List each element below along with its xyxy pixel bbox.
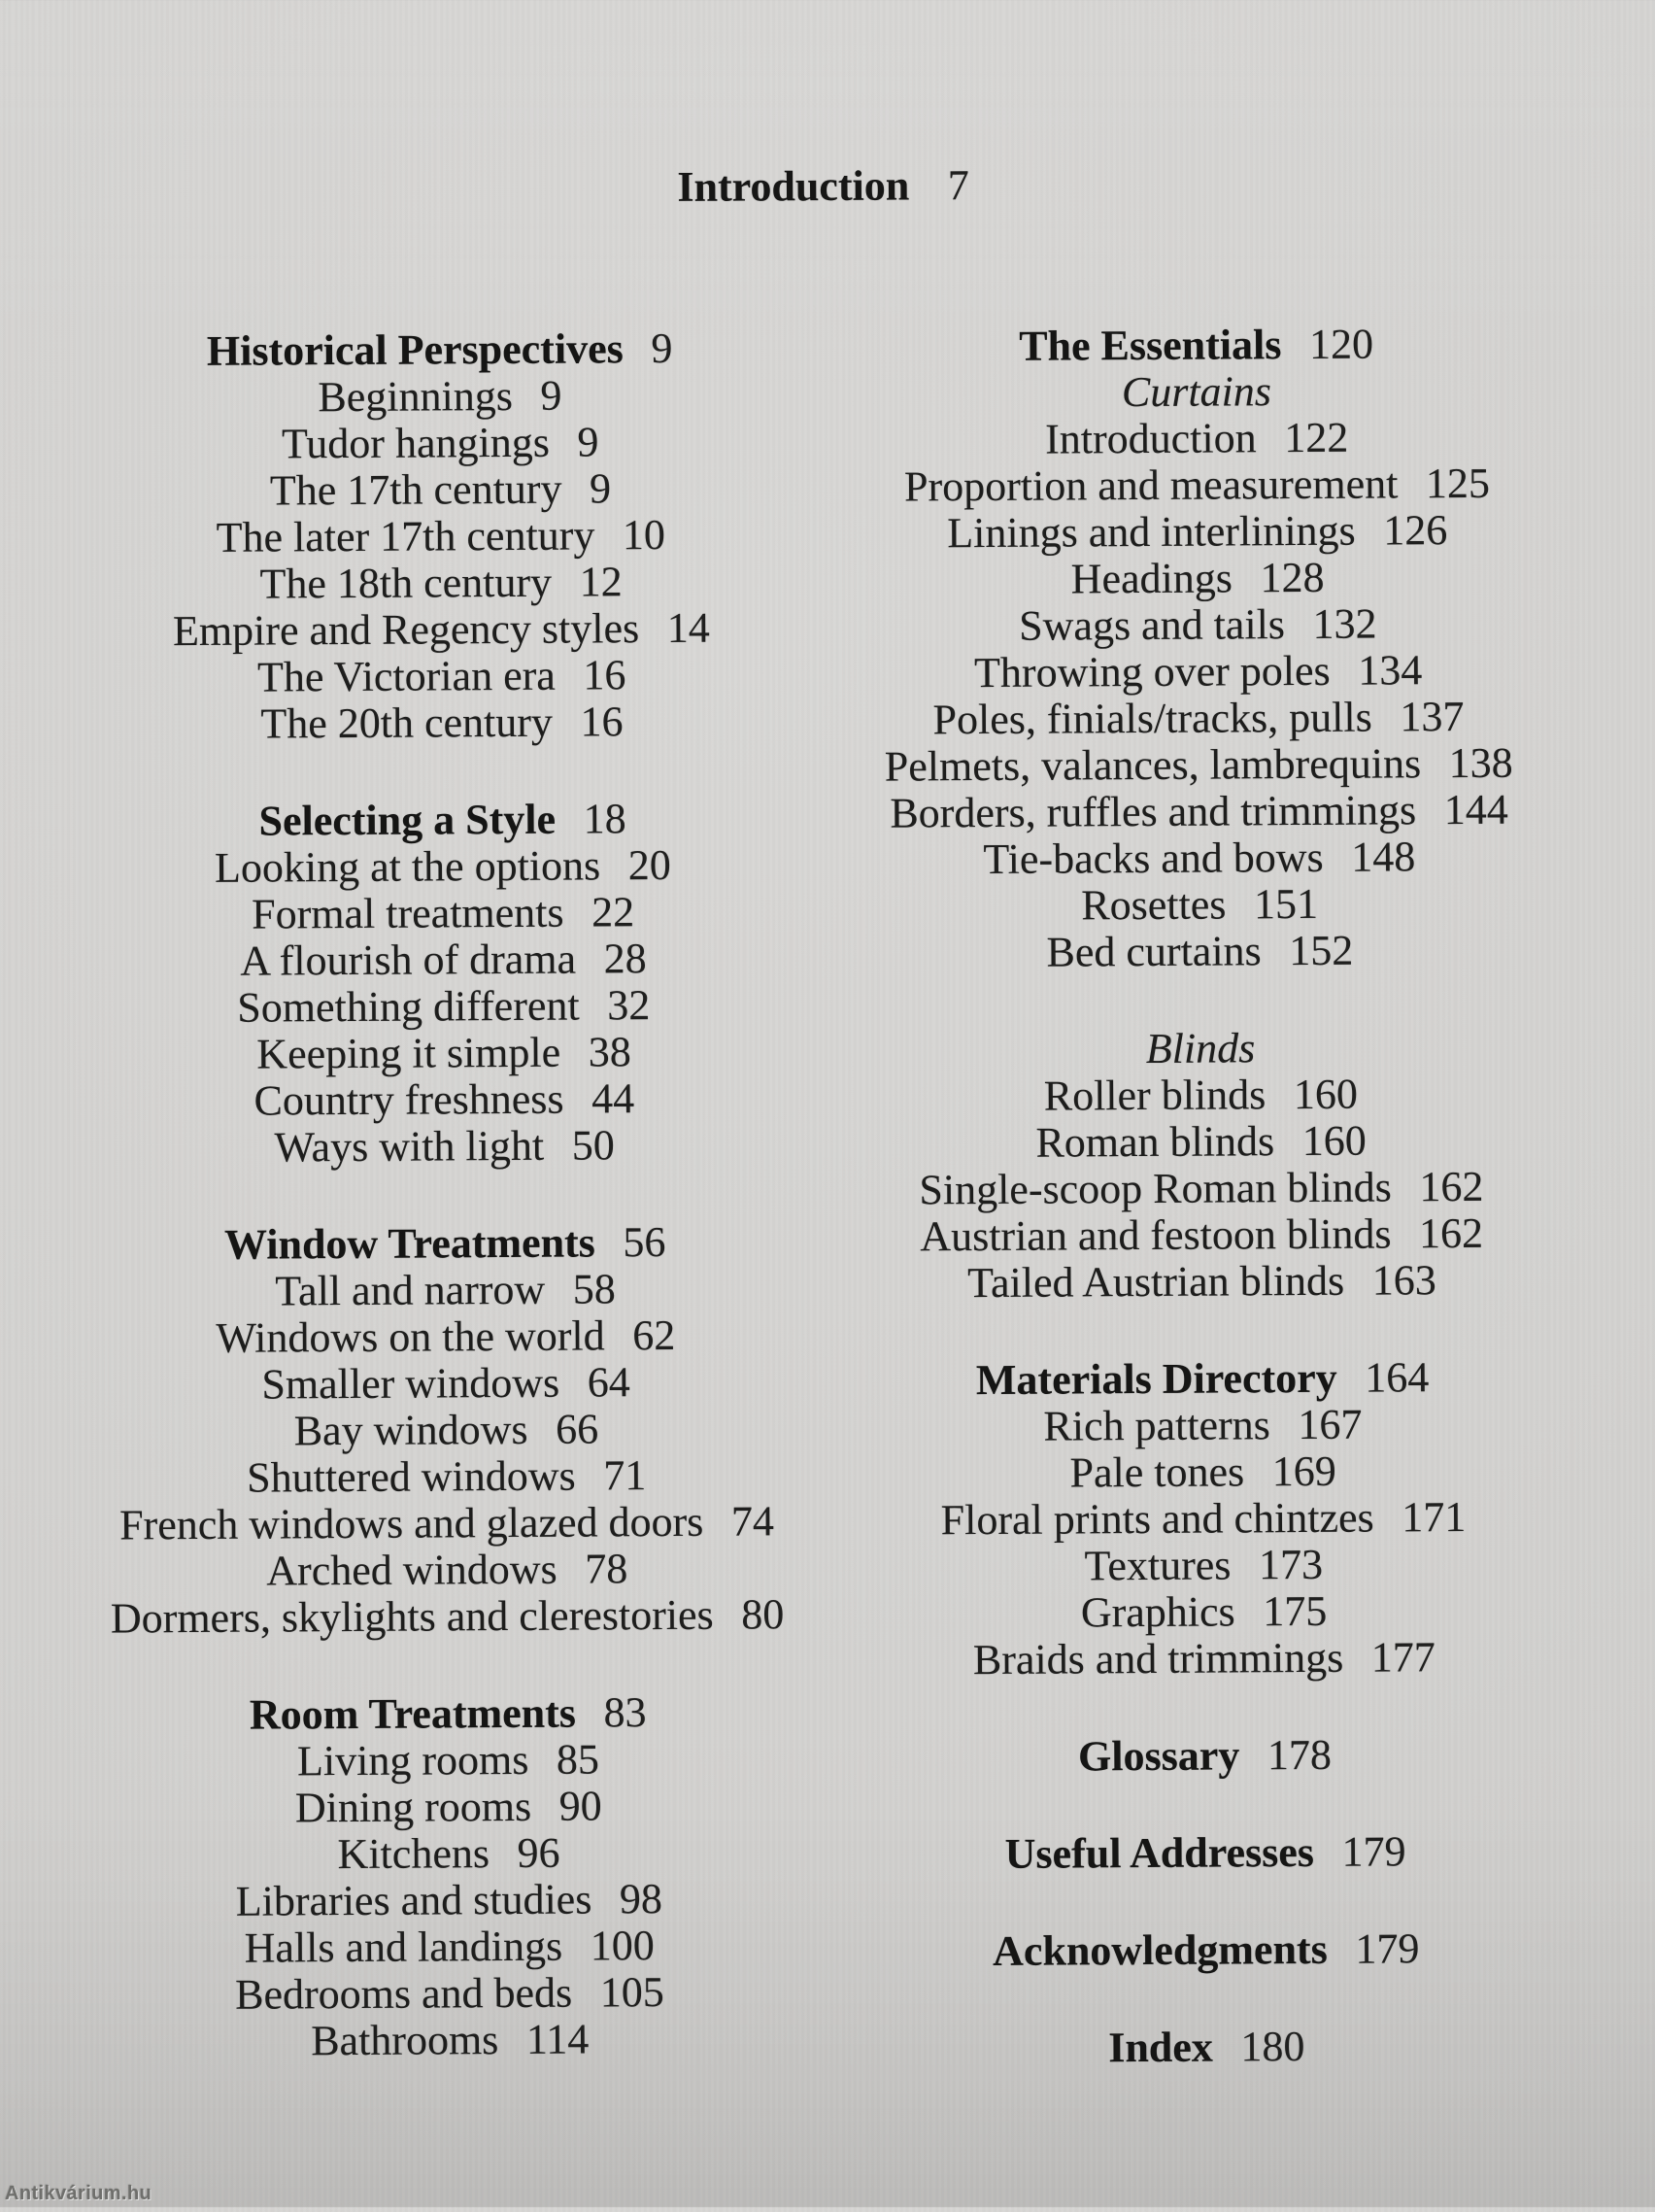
toc-entry (31, 1782, 866, 1833)
toc-entry (828, 413, 1566, 464)
toc-section-heading (30, 1688, 865, 1740)
toc-entry-label: Bed curtains (1046, 927, 1262, 976)
toc-entry-label: Arched windows (266, 1545, 557, 1595)
toc-entry-page-number: 38 (588, 1028, 631, 1076)
toc-entry-page-number: 9 (577, 418, 599, 466)
toc-entry-page-number: 162 (1419, 1162, 1484, 1211)
toc-entry-label: Selecting a Style (258, 795, 557, 845)
toc-entry (25, 841, 861, 893)
toc-section-heading (22, 324, 858, 376)
toc-entry-label: The 20th century (260, 698, 554, 748)
page-title-label: Introduction (677, 161, 910, 211)
toc-entry (22, 418, 858, 469)
toc-entry (835, 1633, 1573, 1685)
toc-entry-label: Windows on the world (216, 1311, 605, 1362)
toc-entry-page-number: 179 (1355, 1924, 1420, 1973)
toc-entry-page-number: 98 (619, 1875, 663, 1923)
toc-entry-page-number: 10 (622, 511, 666, 560)
toc-entry (829, 739, 1568, 791)
toc-entry-page-number: 173 (1258, 1540, 1324, 1589)
toc-section (22, 324, 861, 749)
toc-section (837, 1924, 1575, 1976)
toc-entry-page-number: 85 (556, 1735, 600, 1784)
toc-entry (24, 651, 860, 702)
toc-section-heading (833, 1353, 1571, 1405)
toc-entry-label: Glossary (1077, 1731, 1240, 1781)
toc-entry-label: French windows and glazed doors (118, 1497, 704, 1549)
toc-entry-page-number: 180 (1240, 2023, 1305, 2071)
toc-section (837, 2022, 1575, 2073)
toc-entry (25, 935, 861, 986)
toc-entry-label: Textures (1084, 1541, 1232, 1590)
page-title (0, 154, 1651, 219)
toc-entry-label: Kitchens (337, 1829, 490, 1879)
toc-entry (834, 1493, 1572, 1545)
toc-entry-label: The 18th century (259, 558, 553, 608)
toc-entry-page-number: 114 (525, 2015, 590, 2063)
toc-entry-page-number: 20 (627, 840, 671, 890)
toc-entry-page-number: 66 (555, 1405, 599, 1453)
toc-entry-label: Roller blinds (1043, 1071, 1267, 1120)
toc-entry (830, 926, 1569, 977)
toc-entry-page-number: 32 (607, 981, 651, 1030)
toc-entry (30, 1735, 865, 1787)
toc-entry-label: Single-scoop Roman blinds (919, 1163, 1392, 1214)
toc-entry (26, 981, 861, 1033)
toc-entry (834, 1446, 1572, 1498)
toc-entry-label: Historical Perspectives (206, 324, 624, 375)
toc-entry-label: Bay windows (293, 1405, 528, 1455)
toc-entry-label: Austrian and festoon blinds (920, 1209, 1392, 1261)
toc-entry-label: Useful Addresses (1004, 1827, 1315, 1878)
toc-entry-page-number: 163 (1371, 1256, 1436, 1305)
toc-section-heading (827, 320, 1565, 371)
toc-entry-label: Blinds (1145, 1024, 1256, 1073)
toc-entry-label: Curtains (1121, 367, 1272, 417)
toc-entry-page-number: 44 (591, 1074, 635, 1123)
toc-entry-label: Halls and landings (244, 1922, 563, 1972)
toc-entry-label: Introduction (1045, 414, 1257, 463)
toc-entry-label: Proportion and measurement (903, 459, 1399, 511)
toc-entry-page-number: 138 (1448, 738, 1513, 788)
toc-entry (32, 1968, 867, 2020)
toc-entry-page-number: 125 (1425, 459, 1491, 508)
toc-entry (829, 693, 1568, 744)
toc-entry (831, 1070, 1570, 1121)
toc-entry-page-number: 134 (1358, 646, 1423, 695)
toc-entry-page-number: 178 (1267, 1730, 1333, 1780)
toc-entry-label: Libraries and studies (235, 1875, 592, 1925)
toc-entry-page-number: 71 (603, 1451, 647, 1500)
toc-entry-page-number: 78 (585, 1545, 628, 1593)
toc-entry-page-number: 177 (1370, 1633, 1435, 1682)
toc-entry-label: Floral prints and chintzes (940, 1493, 1374, 1545)
toc-entry-page-number: 83 (603, 1688, 647, 1737)
toc-entry-label: Dining rooms (294, 1782, 532, 1832)
toc-entry-page-number: 16 (583, 651, 626, 699)
toc-entry-page-number: 9 (651, 323, 673, 373)
toc-entry-page-number: 96 (517, 1828, 560, 1877)
toc-entry-label: Braids and trimmings (972, 1633, 1344, 1685)
toc-entry-page-number: 162 (1418, 1208, 1484, 1258)
toc-entry-label: Something different (237, 981, 580, 1032)
toc-entry-page-number: 151 (1253, 879, 1319, 929)
page-title-page-number: 7 (947, 161, 969, 210)
toc-entry-label: A flourish of drama (240, 935, 577, 985)
toc-entry-label: Graphics (1080, 1587, 1235, 1637)
toc-entry-label: Keeping it simple (256, 1028, 561, 1078)
toc-entry-label: Shuttered windows (247, 1451, 576, 1502)
toc-entry-label: Room Treatments (249, 1688, 577, 1739)
toc-entry-label: The 17th century (269, 464, 562, 515)
toc-entry-page-number: 28 (603, 935, 647, 983)
toc-section-heading (835, 1730, 1573, 1782)
toc-entry-page-number: 74 (730, 1497, 775, 1546)
toc-entry (28, 1358, 863, 1410)
toc-entry-page-number: 50 (571, 1121, 615, 1170)
toc-entry-page-number: 152 (1289, 926, 1354, 975)
toc-entry-page-number: 56 (623, 1218, 666, 1267)
toc-entry (828, 506, 1567, 558)
watermark: Antikvárium.hu (5, 2183, 152, 2204)
toc-entry-page-number: 120 (1308, 320, 1374, 368)
toc-entry (27, 1121, 862, 1173)
toc-entry (24, 698, 860, 749)
toc-entry-page-number: 18 (583, 795, 626, 843)
toc-entry-label: Roman blinds (1035, 1117, 1275, 1167)
toc-entry-page-number: 164 (1365, 1353, 1430, 1402)
toc-entry-label: Ways with light (274, 1121, 545, 1172)
toc-entry (22, 464, 858, 516)
toc-entry-label: Window Treatments (223, 1218, 596, 1269)
toc-section-heading (837, 1924, 1575, 1976)
toc-entry (29, 1545, 864, 1596)
toc-section (831, 1023, 1571, 1308)
toc-entry-page-number: 80 (741, 1590, 785, 1639)
toc-entry-label: Tall and narrow (275, 1265, 546, 1315)
toc-entry-page-number: 169 (1271, 1446, 1336, 1496)
toc-entry (832, 1163, 1571, 1214)
toc-entry-label: Empire and Regency styles (172, 604, 640, 656)
toc-entry-label: Tudor hangings (281, 418, 550, 468)
toc-entry (830, 879, 1569, 931)
toc-entry-label: The Victorian era (256, 651, 556, 701)
toc-entry-label: Rosettes (1081, 880, 1227, 930)
toc-entry-page-number: 175 (1263, 1586, 1328, 1636)
toc-entry-label: Beginnings (318, 371, 514, 422)
toc-entry-label: Acknowledgments (992, 1924, 1328, 1975)
toc-section-heading (837, 2022, 1575, 2073)
toc-entry (23, 604, 859, 656)
toc-entry (31, 1828, 866, 1880)
toc-entry (832, 1256, 1571, 1308)
toc-entry-page-number: 167 (1298, 1400, 1363, 1449)
toc-entry-label: Pelmets, valances, lambrequins (884, 739, 1422, 791)
toc-entry (32, 1922, 867, 1973)
toc-entry-page-number: 148 (1351, 833, 1416, 881)
toc-section (836, 1827, 1574, 1879)
toc-entry-label: Formal treatments (252, 888, 564, 938)
toc-entry-page-number: 64 (587, 1358, 630, 1407)
toc-entry-page-number: 62 (632, 1310, 676, 1360)
toc-entry (834, 1586, 1572, 1638)
toc-section (30, 1688, 867, 2066)
toc-entry (828, 459, 1566, 511)
toc-entry-label: Dormers, skylights and clerestories (110, 1590, 714, 1643)
toc-entry-label: Throwing over poles (973, 646, 1331, 698)
toc-section (27, 1218, 865, 1643)
toc-entry-label: Looking at the options (214, 841, 601, 892)
toc-entry (28, 1311, 863, 1363)
toc-entry-page-number: 14 (666, 603, 710, 653)
toc-entry (26, 1074, 861, 1126)
toc-entry-label: Bathrooms (311, 2016, 499, 2065)
toc-section-heading (24, 795, 860, 846)
toc-entry (26, 1028, 861, 1079)
toc-entry (831, 1116, 1570, 1168)
toc-entry (834, 1540, 1572, 1591)
toc-entry-page-number: 16 (580, 698, 624, 746)
toc-entry-label: Smaller windows (261, 1358, 560, 1409)
toc-entry-label: Bedrooms and beds (235, 1968, 573, 2019)
toc-entry-label: Swags and tails (1019, 600, 1286, 650)
toc-entry (23, 558, 859, 609)
toc-entry (830, 833, 1569, 884)
toc-entry (28, 1405, 863, 1456)
toc-entry-page-number: 171 (1402, 1492, 1467, 1542)
toc-section (835, 1730, 1573, 1782)
toc-entry-page-number: 58 (572, 1265, 616, 1313)
toc-column-left (22, 324, 868, 2066)
toc-column-right (827, 320, 1575, 2073)
toc-entry-label: The later 17th century (216, 511, 595, 562)
toc-entry-page-number: 122 (1284, 413, 1349, 462)
toc-entry-page-number: 128 (1260, 553, 1325, 602)
toc-entry-label: Borders, ruffles and trimmings (890, 786, 1417, 837)
toc-entry-label: Headings (1070, 554, 1233, 603)
toc-section (833, 1353, 1573, 1685)
toc-entry-page-number: 144 (1443, 785, 1508, 834)
toc-entry (829, 646, 1568, 698)
toc-entry (828, 599, 1567, 651)
toc-section-heading (27, 1218, 862, 1270)
toc-entry-page-number: 9 (540, 371, 562, 420)
toc-entry (25, 888, 861, 939)
toc-entry (22, 371, 858, 423)
toc-entry-label: Rich patterns (1043, 1401, 1270, 1450)
toc-entry-label: Tailed Austrian blinds (967, 1256, 1345, 1308)
toc-entry-label: Index (1108, 2023, 1213, 2072)
toc-entry (29, 1591, 864, 1643)
toc-entry-page-number: 160 (1301, 1116, 1367, 1166)
toc-entry-page-number: 126 (1383, 506, 1448, 555)
toc-entry-label: Living rooms (296, 1735, 529, 1786)
toc-entry (828, 553, 1567, 604)
toc-entry (29, 1451, 864, 1503)
toc-entry-label: The Essentials (1019, 321, 1282, 370)
toc-entry-label: Poles, finials/tracks, pulls (932, 693, 1372, 744)
toc-entry-page-number: 22 (591, 888, 635, 936)
toc-subheading (828, 366, 1566, 418)
toc-section (827, 320, 1569, 977)
toc-entry-page-number: 160 (1293, 1070, 1359, 1119)
toc-entry (31, 1875, 866, 1926)
toc-entry-page-number: 132 (1312, 599, 1377, 648)
toc-entry (27, 1265, 862, 1316)
toc-entry (29, 1498, 864, 1549)
toc-entry-label: Materials Directory (975, 1353, 1337, 1405)
toc-entry-page-number: 12 (579, 558, 623, 606)
toc-entry-label: Tie-backs and bows (983, 833, 1324, 884)
toc-entry-label: Pale tones (1069, 1447, 1245, 1497)
toc-entry-label: Country freshness (253, 1074, 564, 1125)
toc-entry-page-number: 9 (589, 464, 612, 513)
toc-entry (833, 1400, 1571, 1451)
toc-entry-page-number: 137 (1400, 692, 1465, 741)
toc-entry (32, 2015, 867, 2066)
toc-entry-label: Linings and interlinings (947, 506, 1356, 558)
toc-entry-page-number: 90 (558, 1782, 602, 1830)
toc-entry (23, 511, 859, 562)
toc-entry (829, 786, 1568, 837)
toc-entry-page-number: 105 (599, 1968, 664, 2017)
toc-entry-page-number: 179 (1341, 1827, 1406, 1876)
toc-section-heading (836, 1827, 1574, 1879)
toc-entry-page-number: 100 (590, 1922, 655, 1970)
toc-subheading (831, 1023, 1570, 1074)
toc-section (24, 795, 861, 1173)
toc-entry (832, 1209, 1571, 1261)
